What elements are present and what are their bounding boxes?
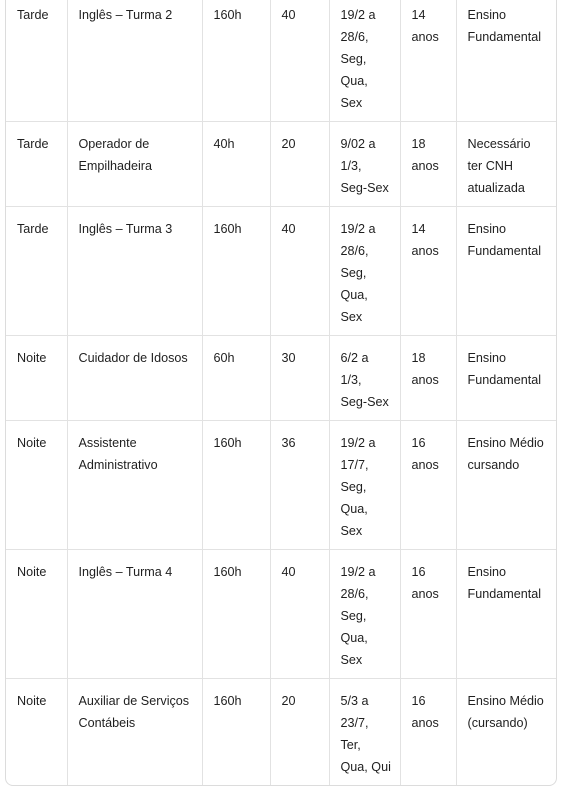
- min-age-cell: 16 anos: [400, 679, 456, 786]
- table-row: [6, 0, 556, 122]
- requirement-cell: Ensino Fundamental: [456, 336, 556, 421]
- min-age-cell: 14 anos: [400, 0, 456, 122]
- table-row: [6, 679, 556, 786]
- requirement-cell: Ensino Médio cursando: [456, 421, 556, 550]
- shift-cell: Noite: [6, 336, 67, 421]
- shift-cell: Tarde: [6, 122, 67, 207]
- shift-cell: Noite: [6, 421, 67, 550]
- shift-cell: Tarde: [6, 0, 67, 122]
- shift-cell: Noite: [6, 550, 67, 679]
- vacancies-cell: 40: [270, 0, 329, 122]
- shift-cell: Tarde: [6, 207, 67, 336]
- course-cell: Assistente Administrativo: [67, 421, 202, 550]
- schedule-cell: 19/2 a 28/6, Seg, Qua, Sex: [329, 0, 400, 122]
- hours-cell: 60h: [202, 336, 270, 421]
- schedule-cell: 19/2 a 28/6, Seg, Qua, Sex: [329, 550, 400, 679]
- course-cell: Inglês – Turma 2: [67, 0, 202, 122]
- schedule-cell: 6/2 a 1/3, Seg-Sex: [329, 336, 400, 421]
- hours-cell: 160h: [202, 550, 270, 679]
- course-cell: Inglês – Turma 3: [67, 207, 202, 336]
- schedule-cell: 19/2 a 28/6, Seg, Qua, Sex: [329, 207, 400, 336]
- hours-cell: 160h: [202, 679, 270, 786]
- vacancies-cell: 20: [270, 679, 329, 786]
- shift-cell: Noite: [6, 679, 67, 786]
- vacancies-cell: 20: [270, 122, 329, 207]
- course-table-container: [5, 0, 557, 786]
- hours-cell: 40h: [202, 122, 270, 207]
- vacancies-cell: 40: [270, 207, 329, 336]
- vacancies-cell: 36: [270, 421, 329, 550]
- requirement-cell: Necessário ter CNH atualizada: [456, 122, 556, 207]
- requirement-cell: Ensino Médio (cursando): [467, 694, 544, 730]
- min-age-cell: 18 anos: [400, 336, 456, 421]
- min-age-cell: 14 anos: [400, 207, 456, 336]
- schedule-cell: 5/3 a 23/7, Ter, Qua, Qui: [329, 679, 400, 786]
- min-age-cell: 16 anos: [400, 550, 456, 679]
- schedule-cell: 19/2 a 17/7, Seg, Qua, Sex: [329, 421, 400, 550]
- hours-cell: 160h: [202, 207, 270, 336]
- table-row: [6, 550, 556, 679]
- min-age-cell: 16 anos: [400, 421, 456, 550]
- course-cell: Cuidador de Idosos: [67, 336, 202, 421]
- table-row: [6, 336, 556, 421]
- table-row: [6, 207, 556, 336]
- min-age-cell: 18 anos: [400, 122, 456, 207]
- schedule-cell: 9/02 a 1/3, Seg-Sex: [329, 122, 400, 207]
- course-table: [6, 0, 556, 785]
- vacancies-cell: 40: [270, 550, 329, 679]
- hours-cell: 160h: [202, 421, 270, 550]
- requirement-cell: Ensino Fundamental: [456, 0, 556, 122]
- course-cell: Auxiliar de Serviços Contábeis: [67, 679, 202, 786]
- requirement-cell: Ensino Fundamental: [456, 550, 556, 679]
- requirement-cell: Ensino Fundamental: [456, 207, 556, 336]
- vacancies-cell: 30: [270, 336, 329, 421]
- table-row: [6, 122, 556, 207]
- course-cell: Operador de Empilhadeira: [67, 122, 202, 207]
- table-row: [6, 421, 556, 550]
- hours-cell: 160h: [202, 0, 270, 122]
- course-cell: Inglês – Turma 4: [67, 550, 202, 679]
